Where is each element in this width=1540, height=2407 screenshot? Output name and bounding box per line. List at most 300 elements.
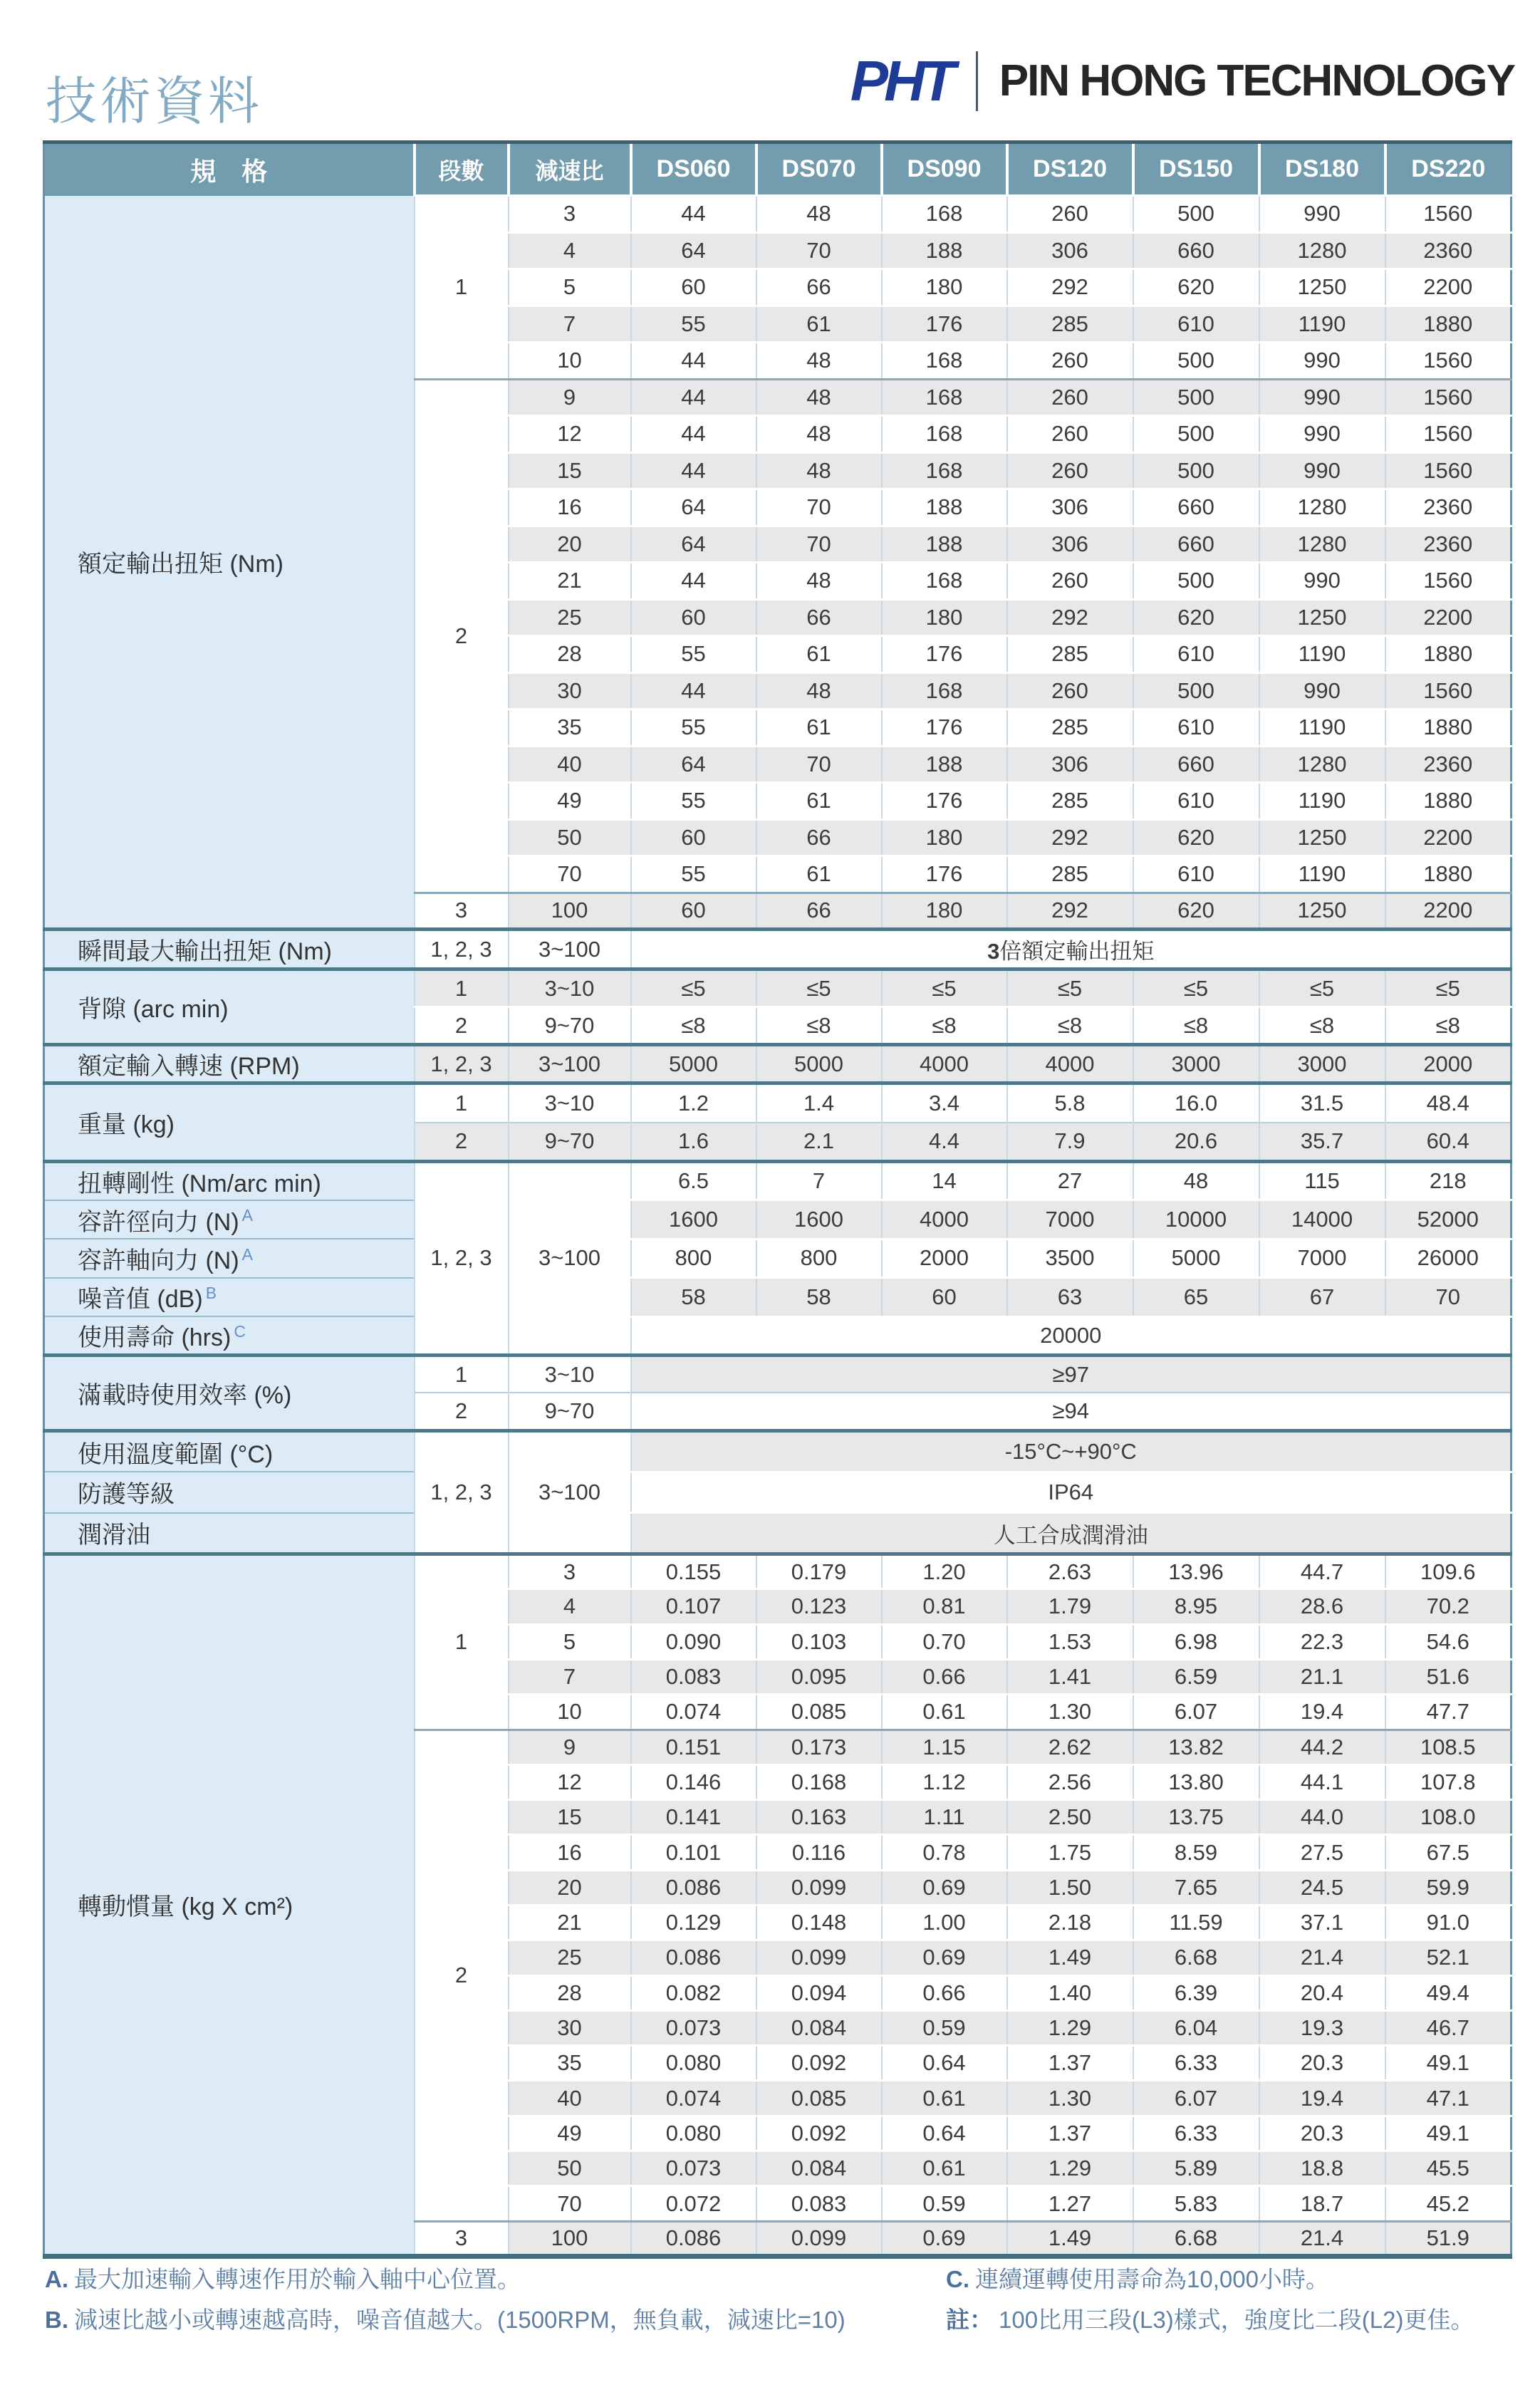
table-row — [44, 1239, 1512, 1277]
stage-cell: 1, 2, 3 — [415, 1045, 509, 1083]
value-cell: 54.6 — [1385, 1624, 1512, 1659]
value-cell: 1560 — [1385, 452, 1512, 489]
value-cell: 0.151 — [631, 1730, 756, 1764]
logo-divider — [976, 51, 978, 111]
value-cell: 66 — [756, 893, 882, 930]
ratio-cell: 3 — [509, 196, 631, 233]
ratio-cell: 5 — [509, 1624, 631, 1659]
ratio-cell: 3~10 — [509, 969, 631, 1007]
value-cell: 306 — [1007, 489, 1133, 526]
table-row — [44, 1472, 1512, 1513]
value-cell: 610 — [1133, 636, 1259, 673]
stage-cell: 1 — [415, 1554, 509, 1730]
table-row — [44, 1083, 1512, 1123]
value-cell: 61 — [756, 636, 882, 673]
value-cell: 800 — [756, 1239, 882, 1277]
value-cell: 0.66 — [882, 1659, 1007, 1694]
value-cell: 52000 — [1385, 1200, 1512, 1239]
table-row — [44, 1045, 1512, 1083]
value-cell: 800 — [631, 1239, 756, 1277]
ratio-cell: 21 — [509, 563, 631, 600]
value-cell: 0.64 — [882, 2046, 1007, 2081]
spec-header-cell: 規 格 — [44, 142, 415, 196]
value-cell: 260 — [1007, 379, 1133, 416]
value-cell: 176 — [882, 306, 1007, 343]
mechanical-label: 容許軸向力 (N) $^A$ — [44, 1239, 415, 1277]
value-cell: 55 — [631, 709, 756, 747]
value-cell: 990 — [1259, 672, 1385, 709]
value-cell: 0.085 — [756, 1695, 882, 1730]
value-cell: 5000 — [631, 1045, 756, 1083]
ratio-cell: 21 — [509, 1905, 631, 1940]
value-cell: 0.64 — [882, 2116, 1007, 2151]
value-cell: 0.61 — [882, 2151, 1007, 2186]
value-cell: 0.095 — [756, 1659, 882, 1694]
note-a-prefix: A. — [45, 2266, 68, 2292]
company-name: PIN HONG TECHNOLOGY — [999, 56, 1514, 105]
value-cell: 44 — [631, 563, 756, 600]
value-cell: 218 — [1385, 1162, 1512, 1200]
value-cell: 52.1 — [1385, 1940, 1512, 1975]
value-cell: 61 — [756, 306, 882, 343]
ratio-cell: 9~70 — [509, 1123, 631, 1162]
span-value-cell: 20000 — [631, 1316, 1512, 1355]
value-cell: 70.2 — [1385, 1589, 1512, 1624]
value-cell: ≤8 — [882, 1007, 1007, 1045]
ratio-header-cell: 減速比 — [509, 142, 631, 196]
value-cell: 7000 — [1259, 1239, 1385, 1277]
value-cell: 67 — [1259, 1278, 1385, 1316]
value-cell: 70 — [756, 232, 882, 269]
value-cell: ≤5 — [882, 969, 1007, 1007]
value-cell: 0.69 — [882, 1940, 1007, 1975]
value-cell: 1250 — [1259, 599, 1385, 636]
value-cell: 64 — [631, 489, 756, 526]
ratio-cell: 9~70 — [509, 1007, 631, 1045]
value-cell: 0.086 — [631, 1940, 756, 1975]
value-cell: ≤5 — [1133, 969, 1259, 1007]
value-cell: 180 — [882, 893, 1007, 930]
value-cell: ≤5 — [1385, 969, 1512, 1007]
value-cell: 31.5 — [1259, 1083, 1385, 1123]
value-cell: 0.080 — [631, 2116, 756, 2151]
value-cell: 0.086 — [631, 2221, 756, 2256]
value-cell: 5.83 — [1133, 2186, 1259, 2221]
value-cell: 6.98 — [1133, 1624, 1259, 1659]
value-cell: 1.20 — [882, 1554, 1007, 1589]
ratio-cell: 70 — [509, 856, 631, 893]
value-cell: 47.1 — [1385, 2081, 1512, 2116]
ratio-cell: 3~10 — [509, 1083, 631, 1123]
superscript-b: B — [205, 1284, 217, 1303]
stage-cell: 3 — [415, 2221, 509, 2256]
ratio-cell: 4 — [509, 232, 631, 269]
value-cell: 1880 — [1385, 783, 1512, 820]
value-cell: 49.1 — [1385, 2116, 1512, 2151]
value-cell: 22.3 — [1259, 1624, 1385, 1659]
value-cell: 4.4 — [882, 1123, 1007, 1162]
stage-cell: 1 — [415, 969, 509, 1007]
value-cell: 109.6 — [1385, 1554, 1512, 1589]
value-cell: 44 — [631, 379, 756, 416]
table-row — [44, 1162, 1512, 1200]
value-cell: 2.50 — [1007, 1800, 1133, 1835]
ratio-cell: 30 — [509, 672, 631, 709]
model-header-ds220: DS220 — [1385, 142, 1512, 196]
value-cell: 6.04 — [1133, 2010, 1259, 2045]
value-cell: 620 — [1133, 819, 1259, 856]
value-cell: 108.5 — [1385, 1730, 1512, 1764]
value-cell: 13.80 — [1133, 1764, 1259, 1799]
span-value-cell: -15°C~+90°C — [631, 1430, 1512, 1472]
table-row — [44, 1316, 1512, 1355]
value-cell: 500 — [1133, 452, 1259, 489]
value-cell: 44.1 — [1259, 1764, 1385, 1799]
value-cell: 188 — [882, 489, 1007, 526]
table-body — [44, 196, 1512, 2257]
value-cell: 2360 — [1385, 526, 1512, 563]
value-cell: 66 — [756, 599, 882, 636]
mechanical-label: 扭轉剛性 (Nm/arc min) — [44, 1162, 415, 1200]
value-cell: 20.6 — [1133, 1123, 1259, 1162]
value-cell: 2.56 — [1007, 1764, 1133, 1799]
value-cell: 0.59 — [882, 2186, 1007, 2221]
note-b — [45, 2306, 846, 2334]
model-header-ds090: DS090 — [882, 142, 1007, 196]
value-cell: 2.63 — [1007, 1554, 1133, 1589]
value-cell: 6.5 — [631, 1162, 756, 1200]
value-cell: 1190 — [1259, 709, 1385, 747]
value-cell: 292 — [1007, 269, 1133, 306]
stage-cell: 1, 2, 3 — [415, 1162, 509, 1356]
value-cell: 1.29 — [1007, 2010, 1133, 2045]
value-cell: 7000 — [1007, 1200, 1133, 1239]
ratio-cell: 10 — [509, 1695, 631, 1730]
value-cell: 1.53 — [1007, 1624, 1133, 1659]
value-cell: 1560 — [1385, 563, 1512, 600]
ratio-cell: 9 — [509, 1730, 631, 1764]
value-cell: 0.074 — [631, 1695, 756, 1730]
value-cell: 610 — [1133, 783, 1259, 820]
value-cell: 292 — [1007, 599, 1133, 636]
value-cell: 28.6 — [1259, 1589, 1385, 1624]
value-cell: 8.59 — [1133, 1835, 1259, 1870]
mechanical-label: 噪音值 (dB) $^B$ — [44, 1278, 415, 1316]
ratio-cell: 12 — [509, 416, 631, 453]
value-cell: 60 — [631, 269, 756, 306]
value-cell: 66 — [756, 819, 882, 856]
value-cell: 60.4 — [1385, 1123, 1512, 1162]
value-cell: 58 — [756, 1278, 882, 1316]
value-cell: 168 — [882, 672, 1007, 709]
value-cell: 0.116 — [756, 1835, 882, 1870]
model-header-ds120: DS120 — [1007, 142, 1133, 196]
ratio-cell: 7 — [509, 306, 631, 343]
value-cell: 620 — [1133, 893, 1259, 930]
value-cell: 1280 — [1259, 489, 1385, 526]
value-cell: 44 — [631, 672, 756, 709]
value-cell: 44 — [631, 343, 756, 380]
value-cell: 13.82 — [1133, 1730, 1259, 1764]
model-header-ds070: DS070 — [756, 142, 882, 196]
value-cell: 70 — [756, 489, 882, 526]
value-cell: 610 — [1133, 856, 1259, 893]
value-cell: 45.2 — [1385, 2186, 1512, 2221]
value-cell: 60 — [631, 893, 756, 930]
value-cell: 1880 — [1385, 856, 1512, 893]
value-cell: 1.27 — [1007, 2186, 1133, 2221]
value-cell: 19.4 — [1259, 1695, 1385, 1730]
peak-torque-label: 瞬間最大輸出扭矩 (Nm) — [44, 930, 415, 969]
table-row — [44, 196, 1512, 233]
value-cell: 0.073 — [631, 2010, 756, 2045]
value-cell: 44.0 — [1259, 1800, 1385, 1835]
stage-header-cell: 段數 — [415, 142, 509, 196]
value-cell: 5000 — [756, 1045, 882, 1083]
ratio-cell: 3~100 — [509, 1162, 631, 1356]
value-cell: 6.07 — [1133, 2081, 1259, 2116]
value-cell: 0.099 — [756, 1870, 882, 1905]
value-cell: 1190 — [1259, 856, 1385, 893]
value-cell: ≤8 — [1133, 1007, 1259, 1045]
value-cell: 285 — [1007, 709, 1133, 747]
value-cell: 500 — [1133, 672, 1259, 709]
ratio-cell: 30 — [509, 2010, 631, 2045]
value-cell: 2200 — [1385, 599, 1512, 636]
value-cell: 115 — [1259, 1162, 1385, 1200]
value-cell: 0.090 — [631, 1624, 756, 1659]
stage-cell: 2 — [415, 1123, 509, 1162]
table-header — [44, 142, 1512, 196]
value-cell: 0.66 — [882, 1975, 1007, 2010]
value-cell: 620 — [1133, 269, 1259, 306]
moment-of-inertia-label: 轉動慣量 (kg X cm²) — [44, 1554, 415, 2257]
value-cell: 2000 — [882, 1239, 1007, 1277]
value-cell: 49.4 — [1385, 1975, 1512, 2010]
value-cell: 260 — [1007, 672, 1133, 709]
value-cell: 285 — [1007, 856, 1133, 893]
value-cell: 70 — [756, 526, 882, 563]
superscript-a: A — [241, 1244, 253, 1264]
stage-cell: 2 — [415, 379, 509, 893]
ratio-cell: 10 — [509, 343, 631, 380]
value-cell: 0.155 — [631, 1554, 756, 1589]
value-cell: 61 — [756, 856, 882, 893]
value-cell: 0.168 — [756, 1764, 882, 1799]
value-cell: ≤5 — [1259, 969, 1385, 1007]
value-cell: 48 — [756, 416, 882, 453]
ratio-cell: 4 — [509, 1589, 631, 1624]
value-cell: 1.79 — [1007, 1589, 1133, 1624]
value-cell: 1.12 — [882, 1764, 1007, 1799]
value-cell: 48 — [756, 452, 882, 489]
value-cell: 1.29 — [1007, 2151, 1133, 2186]
value-cell: 55 — [631, 783, 756, 820]
value-cell: 60 — [631, 819, 756, 856]
ratio-cell: 35 — [509, 709, 631, 747]
ratio-cell: 35 — [509, 2046, 631, 2081]
ratio-cell: 16 — [509, 489, 631, 526]
value-cell: 16.0 — [1133, 1083, 1259, 1123]
value-cell: 1280 — [1259, 746, 1385, 783]
value-cell: ≤5 — [631, 969, 756, 1007]
value-cell: 1560 — [1385, 416, 1512, 453]
value-cell: 0.085 — [756, 2081, 882, 2116]
value-cell: 500 — [1133, 563, 1259, 600]
ratio-cell: 100 — [509, 2221, 631, 2256]
value-cell: 0.61 — [882, 2081, 1007, 2116]
value-cell: 188 — [882, 232, 1007, 269]
value-cell: 168 — [882, 196, 1007, 233]
value-cell: 5000 — [1133, 1239, 1259, 1277]
ratio-cell: 49 — [509, 783, 631, 820]
value-cell: 7.9 — [1007, 1123, 1133, 1162]
value-cell: 44 — [631, 196, 756, 233]
ratio-cell: 28 — [509, 1975, 631, 2010]
model-header-ds060: DS060 — [631, 142, 756, 196]
value-cell: 0.148 — [756, 1905, 882, 1940]
footnotes-right — [946, 2265, 1474, 2346]
stage-cell: 2 — [415, 1730, 509, 2221]
value-cell: 0.69 — [882, 2221, 1007, 2256]
value-cell: 168 — [882, 379, 1007, 416]
value-cell: 55 — [631, 636, 756, 673]
value-cell: 0.082 — [631, 1975, 756, 2010]
value-cell: 0.083 — [756, 2186, 882, 2221]
environment-label: 潤滑油 — [44, 1513, 415, 1554]
note-b-prefix: B. — [45, 2307, 68, 2333]
value-cell: 176 — [882, 856, 1007, 893]
value-cell: 1.15 — [882, 1730, 1007, 1764]
value-cell: 1.75 — [1007, 1835, 1133, 1870]
value-cell: 3000 — [1259, 1045, 1385, 1083]
value-cell: 0.163 — [756, 1800, 882, 1835]
value-cell: 1560 — [1385, 672, 1512, 709]
value-cell: 3500 — [1007, 1239, 1133, 1277]
value-cell: 168 — [882, 452, 1007, 489]
mechanical-label: 容許徑向力 (N) $^A$ — [44, 1200, 415, 1239]
value-cell: ≤8 — [1007, 1007, 1133, 1045]
value-cell: 180 — [882, 819, 1007, 856]
model-header-ds180: DS180 — [1259, 142, 1385, 196]
ratio-cell: 9 — [509, 379, 631, 416]
value-cell: 64 — [631, 526, 756, 563]
value-cell: 1.49 — [1007, 1940, 1133, 1975]
note-a-text: 最大加速輸入轉速作用於輸入軸中心位置。 — [74, 2266, 521, 2292]
value-cell: 306 — [1007, 746, 1133, 783]
value-cell: 1250 — [1259, 819, 1385, 856]
ratio-cell: 100 — [509, 893, 631, 930]
environment-label: 防護等級 — [44, 1472, 415, 1513]
value-cell: 7 — [756, 1162, 882, 1200]
value-cell: 48 — [1133, 1162, 1259, 1200]
bold-prefix: 3 — [987, 939, 1000, 964]
value-cell: 660 — [1133, 746, 1259, 783]
value-cell: 990 — [1259, 563, 1385, 600]
value-cell: 19.3 — [1259, 2010, 1385, 2045]
ratio-cell: 50 — [509, 819, 631, 856]
value-cell: 292 — [1007, 893, 1133, 930]
brand-logo — [850, 46, 1514, 117]
value-cell: 176 — [882, 636, 1007, 673]
value-cell: 660 — [1133, 489, 1259, 526]
value-cell: 1190 — [1259, 783, 1385, 820]
value-cell: ≤8 — [631, 1007, 756, 1045]
value-cell: 168 — [882, 416, 1007, 453]
value-cell: 1600 — [631, 1200, 756, 1239]
ratio-cell: 3 — [509, 1554, 631, 1589]
value-cell: 107.8 — [1385, 1764, 1512, 1799]
ratio-cell: 7 — [509, 1659, 631, 1694]
ratio-cell: 3~100 — [509, 1045, 631, 1083]
value-cell: 2200 — [1385, 893, 1512, 930]
value-cell: 14 — [882, 1162, 1007, 1200]
table-row — [44, 930, 1512, 969]
value-cell: ≤8 — [756, 1007, 882, 1045]
ratio-cell: 40 — [509, 746, 631, 783]
value-cell: 4000 — [882, 1045, 1007, 1083]
value-cell: 11.59 — [1133, 1905, 1259, 1940]
value-cell: 4000 — [882, 1200, 1007, 1239]
weight-label: 重量 (kg) — [44, 1083, 415, 1162]
value-cell: 6.68 — [1133, 2221, 1259, 2256]
ratio-cell: 25 — [509, 1940, 631, 1975]
note-remark — [946, 2306, 1474, 2334]
spec-table — [43, 140, 1512, 2259]
value-cell: 1560 — [1385, 196, 1512, 233]
value-cell: 44 — [631, 452, 756, 489]
value-cell: 5.8 — [1007, 1083, 1133, 1123]
value-cell: 285 — [1007, 306, 1133, 343]
value-cell: 0.101 — [631, 1835, 756, 1870]
note-remark-text: 100比用三段(L3)樣式，強度比二段(L2)更佳。 — [999, 2307, 1474, 2333]
value-cell: ≤5 — [1007, 969, 1133, 1007]
value-cell: 2000 — [1385, 1045, 1512, 1083]
value-cell: 610 — [1133, 709, 1259, 747]
table-row — [44, 1355, 1512, 1393]
value-cell: 6.07 — [1133, 1695, 1259, 1730]
ratio-cell: 20 — [509, 526, 631, 563]
value-cell: 55 — [631, 306, 756, 343]
ratio-cell: 70 — [509, 2186, 631, 2221]
stage-cell: 1 — [415, 1083, 509, 1123]
value-cell: 0.81 — [882, 1589, 1007, 1624]
value-cell: 0.099 — [756, 2221, 882, 2256]
value-cell: 21.4 — [1259, 2221, 1385, 2256]
value-cell: 108.0 — [1385, 1800, 1512, 1835]
value-cell: 176 — [882, 783, 1007, 820]
value-cell: 26000 — [1385, 1239, 1512, 1277]
value-cell: 20.4 — [1259, 1975, 1385, 2010]
value-cell: 1560 — [1385, 343, 1512, 380]
value-cell: 66 — [756, 269, 882, 306]
value-cell: 1250 — [1259, 893, 1385, 930]
rated-input-speed-label: 額定輸入轉速 (RPM) — [44, 1045, 415, 1083]
value-cell: 18.8 — [1259, 2151, 1385, 2186]
value-cell: 1.30 — [1007, 1695, 1133, 1730]
value-cell: 306 — [1007, 232, 1133, 269]
value-cell: 0.61 — [882, 1695, 1007, 1730]
value-cell: 1.00 — [882, 1905, 1007, 1940]
value-cell: 0.080 — [631, 2046, 756, 2081]
value-cell: 2.1 — [756, 1123, 882, 1162]
environment-label: 使用溫度範圍 (°C) — [44, 1430, 415, 1472]
value-cell: 1880 — [1385, 636, 1512, 673]
stage-cell: 2 — [415, 1393, 509, 1430]
value-cell: 10000 — [1133, 1200, 1259, 1239]
value-cell: 0.78 — [882, 1835, 1007, 1870]
value-cell: 3.4 — [882, 1083, 1007, 1123]
